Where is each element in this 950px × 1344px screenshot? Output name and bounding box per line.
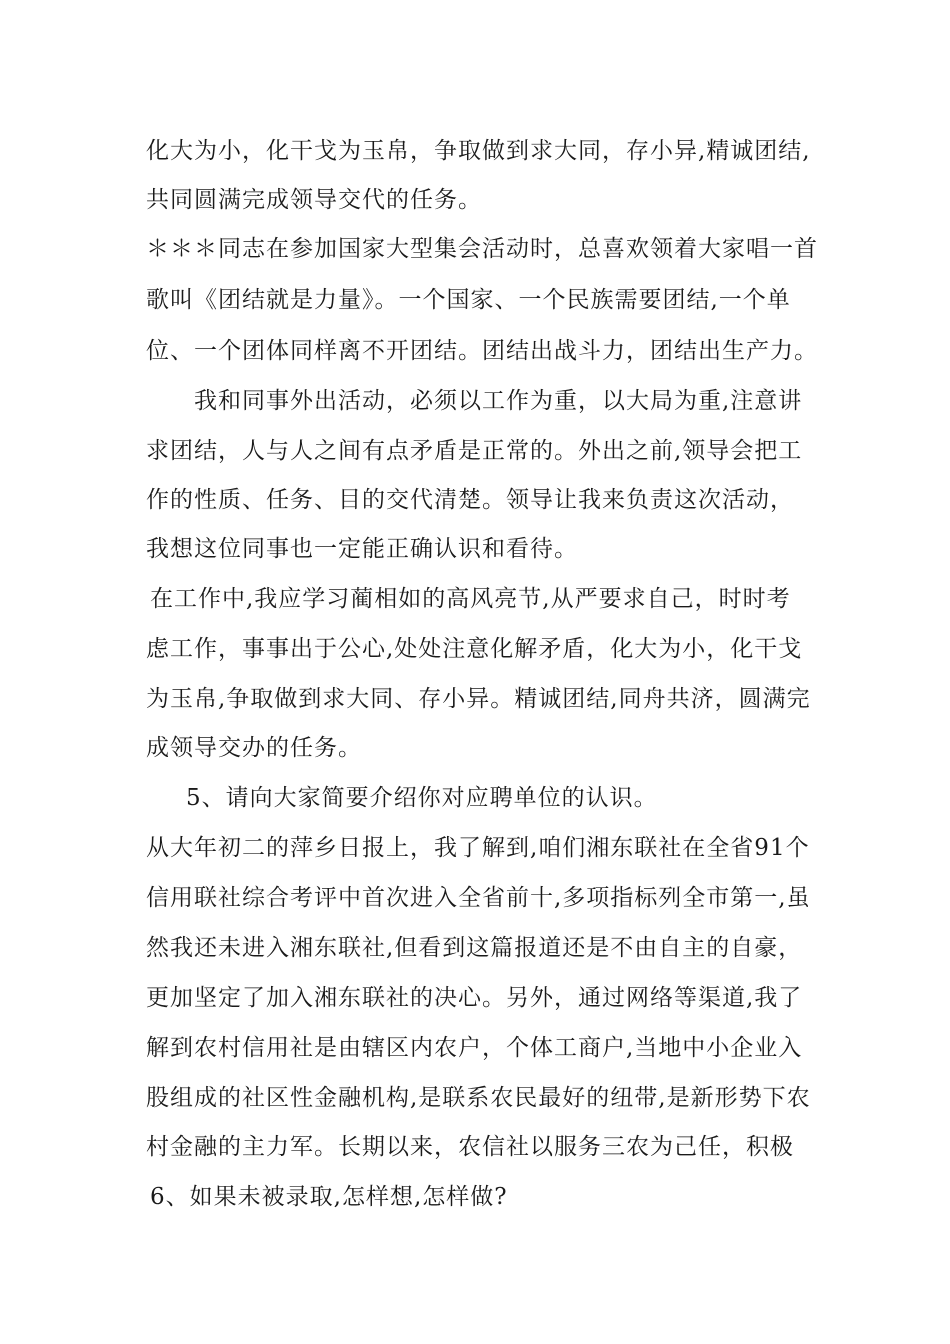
text-line: 更加坚定了加入湘东联社的决心。另外，通过网络等渠道,我了 xyxy=(146,985,803,1011)
text-line: 化大为小，化干戈为玉帛，争取做到求大同，存小异,精诚团结, xyxy=(146,138,811,164)
text-line: 为玉帛,争取做到求大同、存小异。精诚团结,同舟共济，圆满完 xyxy=(146,686,811,712)
question-heading: 6、如果未被录取,怎样想,怎样做? xyxy=(150,1184,508,1210)
text-line: 解到农村信用社是由辖区内农户，个体工商户,当地中小企业入 xyxy=(146,1035,803,1061)
text-line: 共同圆满完成领导交代的任务。 xyxy=(146,187,482,213)
text-line: 然我还未进入湘东联社,但看到这篇报道还是不由自主的自豪， xyxy=(146,935,803,961)
text-line: 从大年初二的萍乡日报上，我了解到,咱们湘东联社在全省91个 xyxy=(146,835,810,861)
text-line: 虑工作，事事出于公心,处处注意化解矛盾，化大为小，化干戈 xyxy=(146,636,803,662)
question-heading: 5、请向大家简要介绍你对应聘单位的认识。 xyxy=(186,785,658,811)
text-line: 成领导交办的任务。 xyxy=(146,735,362,761)
text-line: 求团结，人与人之间有点矛盾是正常的。外出之前,领导会把工 xyxy=(146,438,803,464)
text-line: 村金融的主力军。长期以来，农信社以服务三农为己任，积极 xyxy=(146,1134,794,1160)
text-line: 位、一个团体同样离不开团结。团结出战斗力，团结出生产力。 xyxy=(146,338,818,364)
text-line: ＊＊＊同志在参加国家大型集会活动时，总喜欢领着大家唱一首 xyxy=(146,236,818,262)
text-line: 我和同事外出活动，必须以工作为重，以大局为重,注意讲 xyxy=(194,388,803,414)
text-line: 在工作中,我应学习蔺相如的高风亮节,从严要求自己，时时考 xyxy=(150,586,791,612)
text-line: 作的性质、任务、目的交代清楚。领导让我来负责这次活动， xyxy=(146,487,794,513)
text-line: 我想这位同事也一定能正确认识和看待。 xyxy=(146,536,578,562)
text-line: 股组成的社区性金融机构,是联系农民最好的纽带,是新形势下农 xyxy=(146,1085,811,1111)
text-line: 歌叫《团结就是力量》。一个国家、一个民族需要团结,一个单 xyxy=(146,287,791,313)
text-line: 信用联社综合考评中首次进入全省前十,多项指标列全市第一,虽 xyxy=(146,885,811,911)
